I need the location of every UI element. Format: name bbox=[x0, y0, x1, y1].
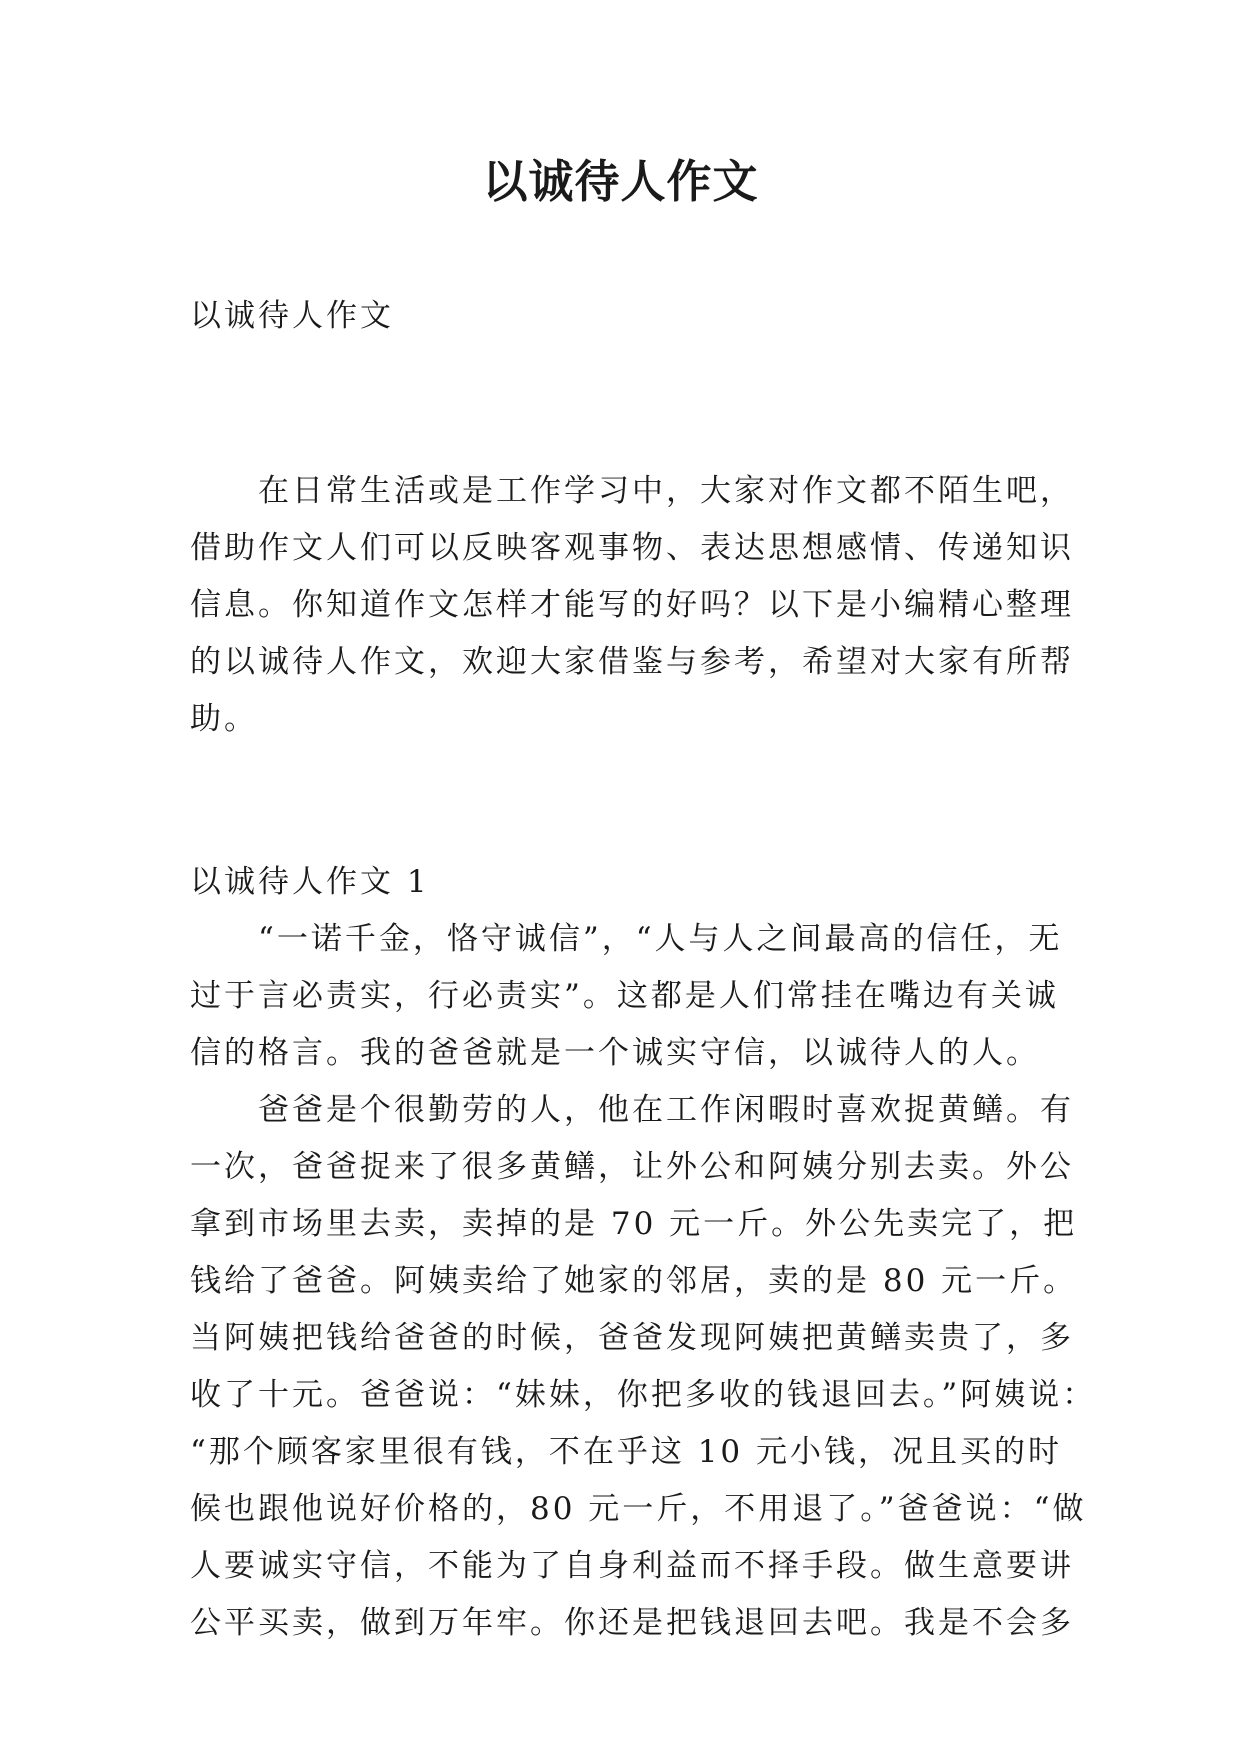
paragraph-line: “一诺千金，恪守诚信”，“人与人之间最高的信任，无 bbox=[190, 921, 1063, 957]
paragraph-line: 钱给了爸爸。阿姨卖给了她家的邻居，卖的是 80 元一斤。 bbox=[190, 1263, 1078, 1299]
spacer bbox=[190, 345, 1058, 463]
paragraph-line: 助。 bbox=[190, 701, 258, 737]
paragraph-line: 过于言必责实，行必责实”。这都是人们常挂在嘴边有关诚 bbox=[190, 978, 1059, 1014]
paragraph-line: 当阿姨把钱给爸爸的时候，爸爸发现阿姨把黄鳝卖贵了，多 bbox=[190, 1320, 1074, 1356]
intro-paragraph bbox=[190, 463, 1074, 748]
paragraph-line: 信的格言。我的爸爸就是一个诚实守信，以诚待人的人。 bbox=[190, 1035, 1040, 1071]
paragraph-line: 爸爸是个很勤劳的人，他在工作闲暇时喜欢捉黄鳝。有 bbox=[190, 1092, 1074, 1128]
paragraph-line: 信息。你知道作文怎样才能写的好吗？以下是小编精心整理 bbox=[190, 587, 1074, 623]
paragraph-line: 一次，爸爸捉来了很多黄鳝，让外公和阿姨分别去卖。外公 bbox=[190, 1149, 1074, 1185]
document-subtitle: 以诚待人作文 bbox=[190, 298, 394, 334]
paragraph-line: “那个顾客家里很有钱，不在乎这 10 元小钱，况且买的时 bbox=[190, 1434, 1062, 1470]
body-paragraph-1 bbox=[190, 911, 1063, 1082]
paragraph-line: 借助作文人们可以反映客观事物、表达思想感情、传递知识 bbox=[190, 530, 1074, 566]
paragraph-line: 候也跟他说好价格的，80 元一斤，不用退了。”爸爸说：“做 bbox=[190, 1491, 1087, 1527]
document-title: 以诚待人作文 bbox=[482, 155, 759, 208]
body-paragraph-2 bbox=[190, 1082, 1097, 1652]
paragraph-line: 的以诚待人作文，欢迎大家借鉴与参考，希望对大家有所帮 bbox=[190, 644, 1074, 680]
paragraph-line: 公平买卖，做到万年牢。你还是把钱退回去吧。我是不会多 bbox=[190, 1605, 1074, 1641]
spacer bbox=[190, 748, 1058, 854]
paragraph-line: 在日常生活或是工作学习中，大家对作文都不陌生吧， bbox=[190, 473, 1074, 509]
section-heading: 以诚待人作文 1 bbox=[190, 864, 430, 900]
document-body bbox=[190, 288, 1097, 1652]
paragraph-line: 人要诚实守信，不能为了自身利益而不择手段。做生意要讲 bbox=[190, 1548, 1074, 1584]
paragraph-line: 收了十元。爸爸说：“妹妹，你把多收的钱退回去。”阿姨说： bbox=[190, 1377, 1097, 1413]
paragraph-line: 拿到市场里去卖，卖掉的是 70 元一斤。外公先卖完了，把 bbox=[190, 1206, 1078, 1242]
